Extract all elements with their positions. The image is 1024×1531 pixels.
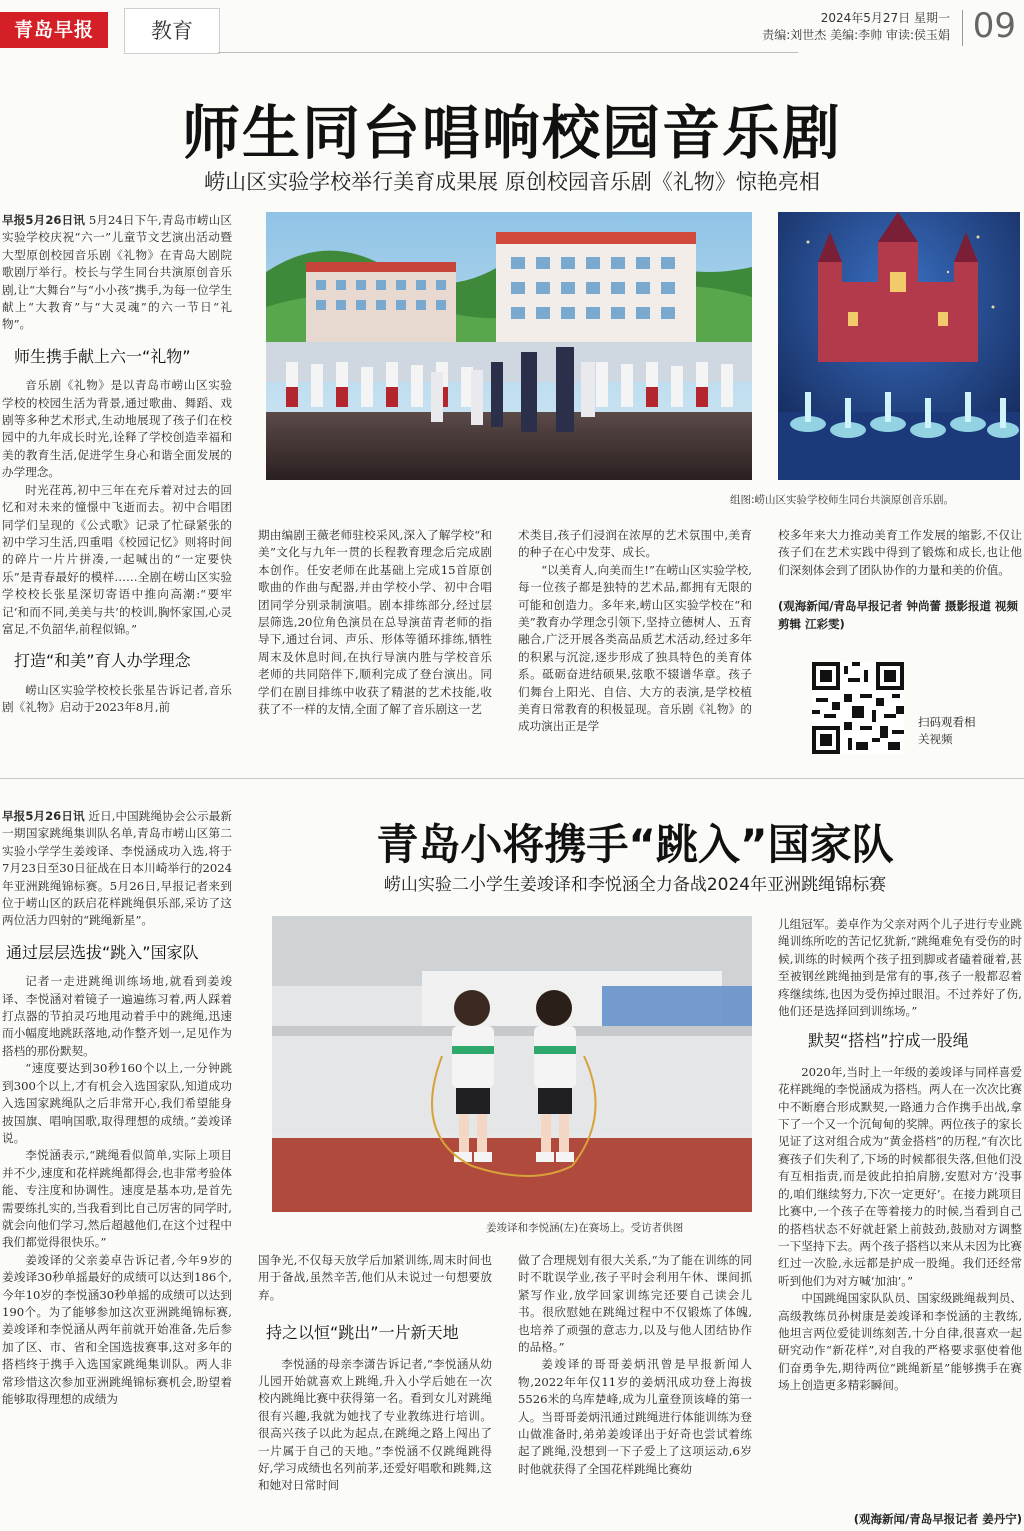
story2-subtitle: 崂山实验二小学生姜竣译和李悦涵全力备战2024年亚洲跳绳锦标赛 <box>383 875 887 895</box>
section-label: 教育 <box>124 8 220 54</box>
story2-paragraph: 做了合理规划有很大关系,“为了能在训练的同时不耽误学业,孩子平时会利用午休、课间抓紧写作业,放学回家训练完还要自己读会儿书。很欣慰她在跳绳过程中不仅锻炼了体魄,也培养了顽强的意志力,以及与他人团结协作的品格。” <box>518 1253 752 1355</box>
story1-column-2 <box>258 527 492 757</box>
story1-subhead-2: 打造“和美”育人办学理念 <box>14 651 191 671</box>
story2-subhead-1: 通过层层选拔“跳入”国家队 <box>6 942 199 962</box>
page-number-divider <box>962 10 963 46</box>
story1-paragraph: 期由编剧王薇老师驻校采风,深入了解学校“和美”文化与九年一贯的长程教育理念后完成剧本创作。任安老师在此基础上完成15首原创歌曲的作曲与配器,并由学校小学、初中合唱团同学分别录制演唱。剧本排练部分,经过层层筛选,20位角色演员在总导演苗青老师的指导下,通过台词、声乐、形体等循环排练,牺牲周末及休息时间,在执行导演内胜与学校音乐老师的共同陪伴下,顺利完成了登台演出。同学们在剧目排练中收获了精湛的艺术技能,收获了不一样的友情,全面了解了音乐剧这一艺 <box>258 528 492 717</box>
story2-paragraph: 儿组冠军。姜卓作为父亲对两个儿子进行专业跳绳训练所吃的苦记忆犹新,“跳绳难免有受伤的时候,训练的时候两个孩子扭到脚或者磕着碰着,甚至被钢丝跳绳抽到是常有的事,孩子一般都忍着疼继续练,也因为受伤掉过眼泪。不过养好了伤,他们还是选择回到训练场。” <box>778 917 1022 1019</box>
story2-lead-tag: 早报5月26日讯 <box>2 809 85 823</box>
masthead-rule <box>218 52 798 53</box>
story1-paragraph: 校多年来大力推动美育工作发展的缩影,不仅让孩子们在艺术实践中得到了锻炼和成长,也让他们深刻体会到了团队协作的力量和美的价值。 <box>778 528 1022 577</box>
story2-column-1 <box>2 808 232 1518</box>
story2-title: 青岛小将携手“跳入”国家队 <box>376 820 894 869</box>
story2-column-2 <box>258 1252 492 1520</box>
dateline <box>762 10 950 44</box>
story1-subhead-1: 师生携手献上六一“礼物” <box>14 346 191 366</box>
story2-paragraph: 姜竣译的父亲姜卓告诉记者,今年9岁的姜竣译30秒单摇最好的成绩可以达到186个,今年10岁的李悦涵30秒单摇的成绩可以达到190个。为了能够参加这次亚洲跳绳锦标赛,姜竣译和李悦涵从两年前就开始准备,先后参加了区、市、省和全国选拔赛事,这对多年的搭档终于携手入选国家跳绳集训队。两人非常珍惜这次参加亚洲跳绳锦标赛机会,盼望着能够取得理想的成绩为 <box>2 1252 232 1406</box>
story1-photo-caption: 组图:崂山区实验学校师生同台共演原创音乐剧。 <box>730 494 955 506</box>
story2-paragraph: 记者一走进跳绳训练场地,就看到姜竣译、李悦涵对着镜子一遍遍练习着,两人踩着打点器的节拍灵巧地甩动着手中的跳绳,迅速而小幅度地跳跃落地,动作整齐划一,足见作为搭档的那份默契。 <box>2 974 232 1058</box>
story2-reporter-credit: (观海新闻/青岛早报记者 姜丹宁) <box>853 1512 1022 1526</box>
story2-lead: 近日,中国跳绳协会公示最新一期国家跳绳集训队名单,青岛市崂山区第二实验小学学生姜竣译、李悦涵成功入选,将于7月23日至30日征战在日本川崎举行的2024年亚洲跳绳锦标赛。5月26日,早报记者来到位于崂山区的跃启花样跳绳俱乐部,采访了这两位活力四射的“跳绳新星”。 <box>2 809 232 928</box>
story1-paragraph: 音乐剧《礼物》是以青岛市崂山区实验学校的校园生活为背景,通过歌曲、舞蹈、戏剧等多种艺术形式,生动地展现了孩子们在校园中的九年成长时光,诠释了学校创造幸福和美的教育生活,促进学生身心和谐全面发展的办学理念。 <box>2 378 232 480</box>
story1-column-4 <box>778 527 1022 597</box>
story1-column-3 <box>518 527 752 757</box>
story2-column-3 <box>518 1252 752 1520</box>
stage-performance-photo <box>266 212 752 480</box>
story1-paragraph: 崂山区实验学校校长张星告诉记者,音乐剧《礼物》启动于2023年8月,前 <box>2 682 232 715</box>
issue-date: 2024年5月27日 星期一 <box>820 11 950 25</box>
story2-subhead-3: 默契“搭档”拧成一股绳 <box>808 1031 969 1051</box>
story1-paragraph: 术类目,孩子们浸润在浓厚的艺术氛围中,美育的种子在心中发芽、成长。 <box>518 528 752 560</box>
story2-column-4 <box>778 916 1022 1510</box>
story1-paragraph: “以美育人,向美而生!”在崂山区实验学校,每一位孩子都是独特的艺术品,都拥有无限的可能和创造力。多年来,崂山区实验学校在“和美”教育办学理念引领下,坚持立德树人、五育融合,广泛开展各类高品质艺术活动,经过多年的积累与沉淀,逐步形成了独具特色的美育体系。砥砺奋进结硕果,弦歌不辍谱华章。孩子们舞台上阳光、自信、大方的表演,是学校植美育日常教育的积极显现。音乐剧《礼物》的成功演出正是学 <box>518 562 752 734</box>
ballet-castle-photo <box>778 212 1020 480</box>
story2-paragraph: 2020年,当时上一年级的姜竣译与同样喜爱花样跳绳的李悦涵成为搭档。两人在一次次比赛中不断磨合形成默契,一路通力合作携手出战,拿下了一个又一个沉甸甸的奖牌。两位孩子的家长见证了这对组合成为“黄金搭档”的历程,“有次比赛孩子们失利了,下场的时候都很失落,但他们没有互相指责,而是彼此拍拍肩膀,安慰对方‘没事的,咱们继续努力,下次一定更好’。在接力跳项目比赛中,一个孩子在等着接力的时候,当看到自己的搭档状态不好就赶紧上前鼓劲,鼓励对方调整一下坚持下去。两个孩子搭档以来从未因为比赛红过一次脸,永远都是护成一股绳。我们还经常听到他们为对方喊‘加油’。” <box>778 1064 1022 1288</box>
story1-reporter-credit: (观海新闻/青岛早报记者 钟尚蕾 摄影报道 视频剪辑 江彩雯) <box>778 599 1018 631</box>
story-divider <box>0 778 1024 779</box>
qr-label: 扫码观看相关视频 <box>918 715 976 746</box>
rope-skipping-photo <box>272 916 752 1212</box>
story2-paragraph: 姜竣译的哥哥姜炳汛曾是早报新闻人物,2022年年仅11岁的姜炳汛成功登上海拔5526米的乌库楚峰,成为儿童登顶该峰的第一人。当哥哥姜炳汛通过跳绳进行体能训练为登山做准备时,弟弟姜竣译出于好奇也尝试着练起了跳绳,没想到一下子爱上了这项运动,6岁时他就获得了全国花样跳绳比赛幼 <box>518 1357 752 1476</box>
story2-photo-caption: 姜竣译和李悦涵(左)在赛场上。受访者供图 <box>486 1222 684 1234</box>
story1-lead: 5月24日下午,青岛市崂山区实验学校庆祝“六一”儿童节文艺演出活动暨大型原创校园音乐剧《礼物》在青岛大剧院歌剧厅举行。校长与学生同台共演原创音乐剧,让“大舞台”与“小小孩”携手,为每一位学生献上“大教育”与“大灵魂”的六一节日“礼物”。 <box>2 213 232 332</box>
story2-subhead-2: 持之以恒“跳出”一片新天地 <box>266 1323 459 1343</box>
story2-paragraph: 中国跳绳国家队队员、国家级跳绳裁判员、高级教练员孙树康是姜竣译和李悦涵的主教练,他坦言两位爱徒训练刻苦,十分自律,很喜欢一起研究动作“新花样”,对自我的严格要求驱使着他们奋勇争先,期待两位“跳绳新星”能够携手在赛场上创造更多精彩瞬间。 <box>778 1291 1022 1393</box>
story2-paragraph: “速度要达到30秒160个以上,一分钟跳到300个以上,才有机会入选国家队,知道成功入选国家跳绳队之后非常开心,我们希望能身披国旗、唱响国歌,取得理想的成绩。”姜竣译说。 <box>2 1061 232 1145</box>
video-qr-code[interactable] <box>812 662 904 754</box>
story1-lead-tag: 早报5月26日讯 <box>2 213 86 227</box>
story2-paragraph: 国争光,不仅每天放学后加紧训练,周末时间也用于备战,虽然辛苦,他们从未说过一句想要放弃。 <box>258 1253 492 1302</box>
newspaper-logo: 青岛早报 <box>0 12 108 48</box>
story1-column-1 <box>2 212 232 757</box>
editor-credits: 责编:刘世杰 美编:李帅 审读:侯玉娟 <box>762 28 950 42</box>
story1-paragraph: 时光荏苒,初中三年在充斥着对过去的回忆和对未来的憧憬中飞逝而去。初中合唱团同学们呈现的《公式歌》记录了忙碌紧张的初中学习生活,四重唱《校园记忆》则将时间的碎片一片片拼凑,一起喊出的“一定要快乐”是青春最好的模样……全剧在崂山区实验学校校长张星深切寄语中推向高潮:“要牢记‘和而不同,美美与共’的校训,胸怀家国,心灵富足,不负韶华,前程似锦。” <box>2 482 232 636</box>
page-number: 09 <box>972 6 1016 46</box>
story1-title: 师生同台唱响校园音乐剧 <box>181 99 842 167</box>
story2-paragraph: 李悦涵的母亲李潇告诉记者,“李悦涵从幼儿园开始就喜欢上跳绳,升入小学后她在一次校内跳绳比赛中获得第一名。看到女儿对跳绳很有兴趣,我就为她找了专业教练进行培训。很高兴孩子以此为起点,在跳绳之路上闯出了一片属于自己的天地。”李悦涵不仅跳绳跳得好,学习成绩也名列前茅,还爱好唱歌和跳舞,这和她对日常时间 <box>258 1356 492 1493</box>
story2-paragraph: 李悦涵表示,“跳绳看似简单,实际上项目并不少,速度和花样跳绳都得会,也非常考验体能、专注度和协调性。速度是基本功,是首先需要练扎实的,当我看到比自己厉害的同学时,就会向他们学习,然后超越他们,在这个过程中我们都觉得很快乐。” <box>2 1148 232 1250</box>
story1-subtitle: 崂山区实验学校举行美育成果展 原创校园音乐剧《礼物》惊艳亮相 <box>204 170 820 194</box>
